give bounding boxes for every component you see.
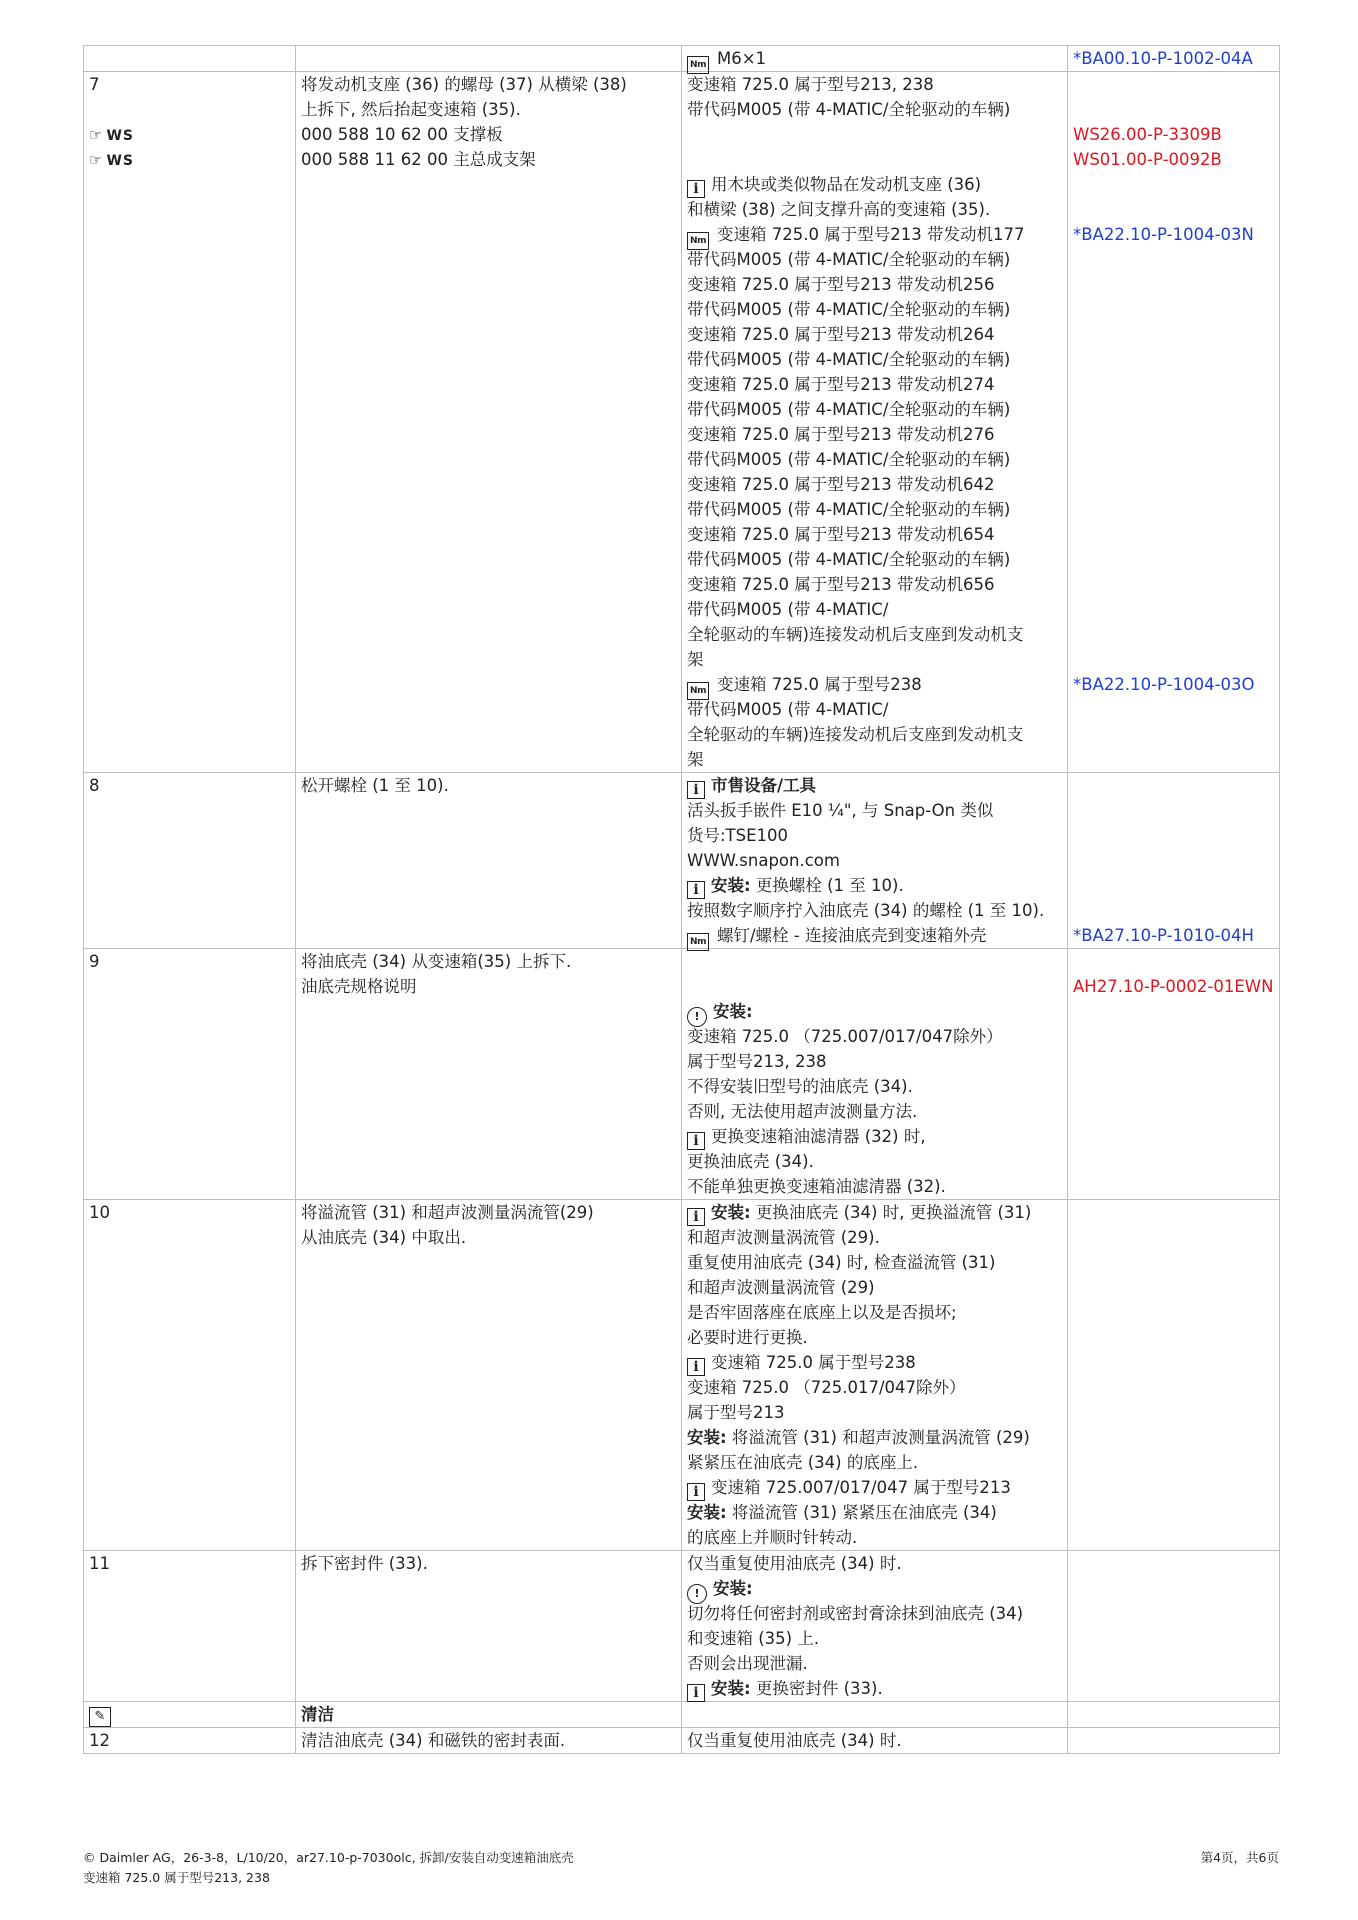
tool-desc: 000 588 11 62 00 主总成支架	[301, 150, 536, 169]
note-line: 必要时进行更换.	[687, 1328, 808, 1347]
section-title: 清洁	[301, 1705, 334, 1724]
torque-line: 带代码M005 (带 4-MATIC/全轮驱动的车辆)	[687, 400, 1011, 419]
install-label: 安装:	[711, 1203, 751, 1222]
info-icon: i	[687, 1208, 705, 1226]
step-desc-line: 将溢流管 (31) 和超声波测量涡流管(29)	[301, 1203, 594, 1222]
ws-label: WS	[106, 153, 134, 169]
install-label: 安装:	[687, 1503, 727, 1522]
step-desc: 松开螺栓 (1 至 10).	[301, 776, 449, 795]
torque-line: 变速箱 725.0 属于型号213 带发动机274	[687, 375, 995, 394]
pointing-hand-icon: ☞	[89, 151, 103, 169]
step-desc-line: 从油底壳 (34) 中取出.	[301, 1228, 467, 1247]
step-desc: 拆下密封件 (33).	[301, 1554, 428, 1573]
note-line: 不能单独更换变速箱油滤清器 (32).	[687, 1177, 946, 1196]
applies-line: 带代码M005 (带 4-MATIC/全轮驱动的车辆)	[687, 100, 1011, 119]
torque-ref-link[interactable]: *BA27.10-P-1010-04H	[1073, 926, 1254, 945]
ref-link[interactable]: *BA00.10-P-1002-04A	[1073, 49, 1253, 68]
ws-ref-link[interactable]: WS01.00-P-0092B	[1073, 150, 1222, 169]
torque-line: 变速箱 725.0 属于型号213 带发动机177	[717, 225, 1025, 244]
table-row-step-7	[84, 72, 1280, 773]
note-line: 紧紧压在油底壳 (34) 的底座上.	[687, 1453, 919, 1472]
tools-title: 市售设备/工具	[711, 776, 817, 795]
warn-line: 和变速箱 (35) 上.	[687, 1629, 820, 1648]
condition-line: 仅当重复使用油底壳 (34) 时.	[687, 1731, 902, 1750]
info-icon: i	[687, 1132, 705, 1150]
note-line: 是否牢固落座在底座上以及是否损坏;	[687, 1303, 957, 1322]
torque-line: 带代码M005 (带 4-MATIC/全轮驱动的车辆)	[687, 300, 1011, 319]
note-line: 将溢流管 (31) 紧紧压在油底壳 (34)	[726, 1503, 997, 1522]
note-line: 用木块或类似物品在发动机支座 (36)	[711, 175, 982, 194]
torque-line: 变速箱 725.0 属于型号238	[717, 675, 922, 694]
cleaning-icon: ✎	[89, 1707, 111, 1727]
torque-line: 带代码M005 (带 4-MATIC/全轮驱动的车辆)	[687, 500, 1011, 519]
warn-line: 否则, 无法使用超声波测量方法.	[687, 1102, 918, 1121]
tool-desc: 000 588 10 62 00 支撑板	[301, 125, 503, 144]
applies-line: 变速箱 725.0 属于型号213, 238	[687, 75, 934, 94]
tool-line: 活头扳手嵌件 E10 ¼", 与 Snap-On 类似	[687, 801, 994, 820]
note-line: 将溢流管 (31) 和超声波测量涡流管 (29)	[726, 1428, 1030, 1447]
spec-text: M6×1	[717, 49, 767, 68]
torque-line: 带代码M005 (带 4-MATIC/	[687, 600, 889, 619]
torque-line: 变速箱 725.0 属于型号213 带发动机656	[687, 575, 995, 594]
install-label: 安装:	[713, 1579, 753, 1598]
table-row-section	[84, 1702, 1280, 1728]
step-number: 10	[89, 1203, 110, 1222]
torque-line: 带代码M005 (带 4-MATIC/	[687, 700, 889, 719]
page-number: 第4页，共6页	[1200, 1850, 1279, 1865]
warn-line: 属于型号213, 238	[687, 1052, 827, 1071]
torque-icon: Nm	[687, 232, 709, 250]
torque-line: 变速箱 725.0 属于型号213 带发动机276	[687, 425, 995, 444]
page-footer	[83, 1848, 1279, 1888]
torque-line: 变速箱 725.0 属于型号213 带发动机642	[687, 475, 995, 494]
install-label: 安装:	[687, 1428, 727, 1447]
info-icon: i	[687, 781, 705, 799]
torque-ref-link[interactable]: *BA22.10-P-1004-03O	[1073, 675, 1255, 694]
spec-desc: 油底壳规格说明	[301, 977, 417, 996]
note-line: 和超声波测量涡流管 (29).	[687, 1228, 880, 1247]
note-line: 的底座上并顺时针转动.	[687, 1528, 858, 1547]
note-line: 更换油底壳 (34) 时, 更换溢流管 (31)	[750, 1203, 1032, 1222]
spec-ref-link[interactable]: AH27.10-P-0002-01EWN	[1073, 977, 1274, 996]
info-icon: i	[687, 1358, 705, 1376]
warning-icon: !	[687, 1584, 707, 1604]
install-label: 安装:	[713, 1002, 753, 1021]
torque-line: 带代码M005 (带 4-MATIC/全轮驱动的车辆)	[687, 250, 1011, 269]
torque-line: 变速箱 725.0 属于型号213 带发动机264	[687, 325, 995, 344]
note-line: 变速箱 725.0 （725.017/047除外）	[687, 1378, 966, 1397]
ws-label: WS	[106, 128, 134, 144]
pointing-hand-icon: ☞	[89, 126, 103, 144]
footer-line-1: © Daimler AG，26-3-8，L/10/20，ar27.10-p-7030olc, 拆卸/安装自动变速箱油底壳	[83, 1850, 574, 1865]
footer-line-2: 变速箱 725.0 属于型号213, 238	[83, 1870, 270, 1885]
step-number: 11	[89, 1554, 110, 1573]
step-desc: 将油底壳 (34) 从变速箱(35) 上拆下.	[301, 952, 572, 971]
table-row-step-12	[84, 1728, 1280, 1754]
torque-line: 带代码M005 (带 4-MATIC/全轮驱动的车辆)	[687, 450, 1011, 469]
note-line: 更换变速箱油滤清器 (32) 时,	[711, 1127, 926, 1146]
torque-line: 架	[687, 750, 704, 769]
install-text: 更换螺栓 (1 至 10).	[750, 876, 904, 895]
tool-line: WWW.snapon.com	[687, 851, 840, 870]
info-icon: i	[687, 881, 705, 899]
warn-line: 不得安装旧型号的油底壳 (34).	[687, 1077, 913, 1096]
warn-line: 变速箱 725.0 （725.007/017/047除外）	[687, 1027, 1003, 1046]
note-line: 变速箱 725.0 属于型号238	[711, 1353, 916, 1372]
info-icon: i	[687, 180, 705, 198]
torque-line: 变速箱 725.0 属于型号213 带发动机256	[687, 275, 995, 294]
install-label: 安装:	[711, 1679, 751, 1698]
step-desc-line: 上拆下, 然后抬起变速箱 (35).	[301, 100, 521, 119]
note-line: 重复使用油底壳 (34) 时, 检查溢流管 (31)	[687, 1253, 996, 1272]
note-line: 更换油底壳 (34).	[687, 1152, 814, 1171]
table-row-step-9	[84, 949, 1280, 1200]
torque-line: 全轮驱动的车辆)连接发动机后支座到发动机支	[687, 725, 1024, 744]
table-row-step-8	[84, 773, 1280, 949]
step-number: 9	[89, 952, 100, 971]
ws-ref-link[interactable]: WS26.00-P-3309B	[1073, 125, 1222, 144]
warn-line: 切勿将任何密封剂或密封膏涂抹到油底壳 (34)	[687, 1604, 1024, 1623]
note-line: 和超声波测量涡流管 (29)	[687, 1278, 875, 1297]
condition-line: 仅当重复使用油底壳 (34) 时.	[687, 1554, 902, 1573]
torque-line: 变速箱 725.0 属于型号213 带发动机654	[687, 525, 995, 544]
tool-line: 货号:TSE100	[687, 826, 789, 845]
torque-icon: Nm	[687, 933, 709, 951]
note-line: 更换密封件 (33).	[750, 1679, 883, 1698]
torque-line: 带代码M005 (带 4-MATIC/全轮驱动的车辆)	[687, 350, 1011, 369]
install-label: 安装:	[711, 876, 751, 895]
torque-line: 架	[687, 650, 704, 669]
torque-line: 螺钉/螺栓 - 连接油底壳到变速箱外壳	[717, 926, 987, 945]
note-line: 属于型号213	[687, 1403, 785, 1422]
step-desc-line: 将发动机支座 (36) 的螺母 (37) 从横梁 (38)	[301, 75, 627, 94]
step-desc: 清洁油底壳 (34) 和磁铁的密封表面.	[301, 1731, 566, 1750]
table-row-step-10	[84, 1200, 1280, 1551]
note-line: 和横梁 (38) 之间支撑升高的变速箱 (35).	[687, 200, 991, 219]
torque-line: 带代码M005 (带 4-MATIC/全轮驱动的车辆)	[687, 550, 1011, 569]
step-number: 12	[89, 1731, 110, 1750]
torque-icon: Nm	[687, 682, 709, 700]
torque-ref-link[interactable]: *BA22.10-P-1004-03N	[1073, 225, 1254, 244]
order-line: 按照数字顺序拧入油底壳 (34) 的螺栓 (1 至 10).	[687, 901, 1045, 920]
step-number: 8	[89, 776, 100, 795]
note-line: 变速箱 725.007/017/047 属于型号213	[711, 1478, 1011, 1497]
warn-line: 否则会出现泄漏.	[687, 1654, 808, 1673]
step-number: 7	[89, 75, 100, 94]
table-row-step-11	[84, 1551, 1280, 1702]
torque-icon: Nm	[687, 56, 709, 74]
procedure-table	[83, 45, 1280, 1754]
table-row	[84, 46, 1280, 72]
torque-line: 全轮驱动的车辆)连接发动机后支座到发动机支	[687, 625, 1024, 644]
warning-icon: !	[687, 1007, 707, 1027]
info-icon: i	[687, 1684, 705, 1702]
info-icon: i	[687, 1483, 705, 1501]
